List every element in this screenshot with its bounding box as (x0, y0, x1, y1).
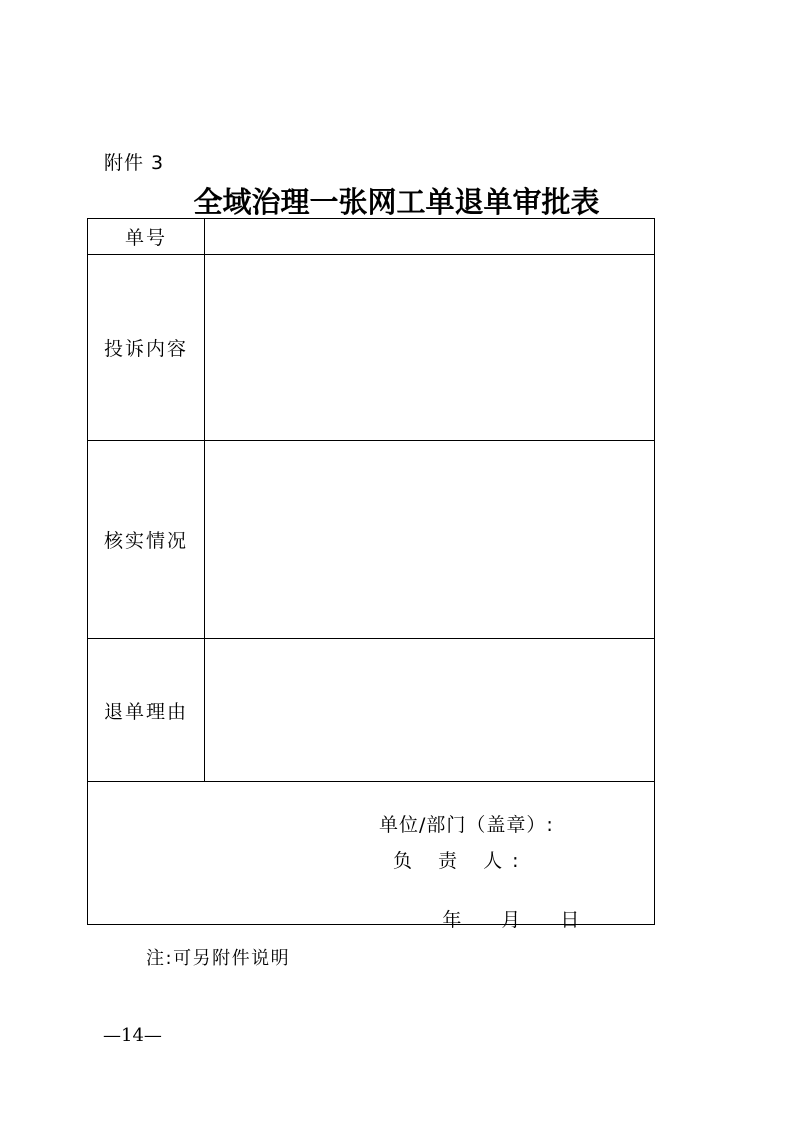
complaint-content-label: 投诉内容 (88, 255, 205, 441)
form-row-order-number (88, 219, 655, 255)
page-number: —14— (103, 1025, 162, 1046)
verification-label: 核实情况 (88, 441, 205, 639)
order-number-label: 单号 (88, 219, 205, 255)
form-row-complaint-content (88, 255, 655, 441)
return-reason-label: 退单理由 (88, 639, 205, 782)
footnote: 注:可另附件说明 (146, 948, 291, 969)
return-reason-field[interactable] (205, 639, 655, 782)
approval-form-table (87, 218, 655, 931)
signature-cell[interactable] (88, 782, 655, 931)
day-label: 日 (560, 909, 580, 931)
signature-date (394, 883, 579, 954)
attachment-label: 附件 3 (104, 152, 165, 174)
year-label: 年 (442, 909, 462, 931)
unit-stamp-label: 单位/部门（盖章）: (379, 814, 554, 836)
form-row-signature (88, 782, 655, 925)
form-row-return-reason (88, 639, 655, 782)
order-number-field[interactable] (205, 219, 655, 255)
verification-field[interactable] (205, 441, 655, 639)
month-label: 月 (501, 909, 521, 931)
complaint-content-field[interactable] (205, 255, 655, 441)
form-title: 全域治理一张网工单退单审批表 (193, 185, 600, 219)
responsible-person-label: 负 责 人: (393, 850, 529, 872)
form-row-verification (88, 441, 655, 639)
